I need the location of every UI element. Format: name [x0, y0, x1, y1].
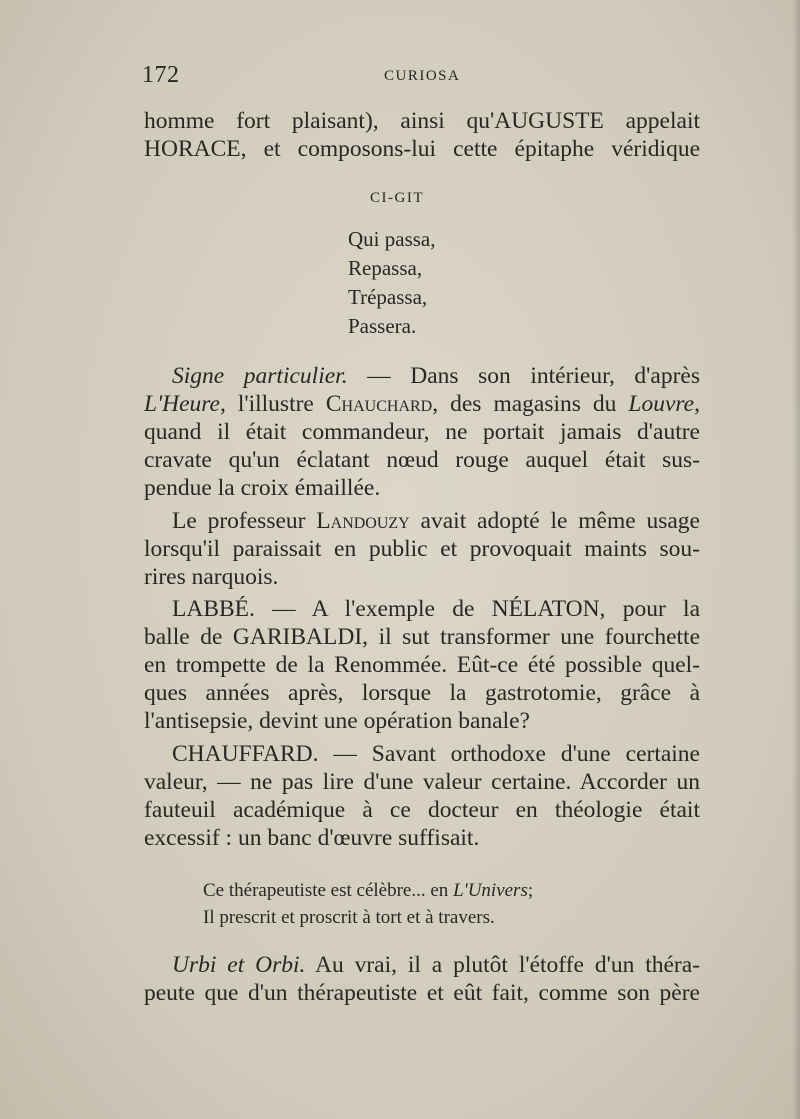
- text-line: [144, 951, 700, 979]
- text-line: LABBÉ. — A l'exemple de NÉLATON, pour la: [172, 596, 700, 622]
- chauffard-paragraph: [144, 740, 700, 852]
- text-run: — Dans son intérieur, d'après: [347, 363, 700, 389]
- text-line: rires narquois.: [144, 564, 279, 590]
- intro-paragraph: [144, 107, 700, 163]
- text-run: Le professeur: [172, 508, 317, 534]
- journal-title: L'Heure: [144, 391, 220, 417]
- signe-label: Signe particulier.: [172, 363, 348, 389]
- store-name: Louvre: [628, 391, 695, 417]
- labbe-paragraph: [144, 595, 700, 735]
- text-run: , l'illustre: [219, 391, 326, 417]
- signe-paragraph: [144, 362, 700, 502]
- urbi-paragraph: [144, 951, 700, 1007]
- text-line: ques années après, lorsque la gastrotomie, grâce à: [144, 680, 700, 706]
- verse-quote: [203, 877, 603, 931]
- verse-line: Passera.: [348, 314, 417, 338]
- text-line: peute que d'un thérapeutiste et eût fait, comme son père: [144, 980, 700, 1006]
- quote-line: [203, 877, 603, 904]
- page-number: 172: [142, 62, 180, 88]
- text-run: ;: [527, 880, 534, 901]
- text-run: Ce thérapeutiste est célèbre... en: [203, 880, 454, 901]
- quote-line: Il prescrit et proscrit à tort et à travers.: [203, 907, 495, 928]
- text-line: cravate qu'un éclatant nœud rouge auquel était sus-: [144, 447, 700, 473]
- page-spine-shadow: [792, 0, 800, 1119]
- text-run: , des magasins du: [432, 391, 629, 417]
- landouzy-paragraph: [144, 507, 700, 591]
- urbi-label: Urbi et Orbi.: [172, 952, 306, 978]
- journal-title: L'Univers: [453, 880, 528, 901]
- text-line: [144, 507, 700, 535]
- person-name: Chauchard: [325, 391, 433, 417]
- text-line: fauteuil académique à ce docteur en théologie était: [144, 797, 700, 823]
- text-line: homme fort plaisant), ainsi qu'AUGUSTE appelait: [144, 108, 700, 134]
- person-name: Landouzy: [316, 508, 410, 534]
- verse-line: Trépassa,: [348, 285, 428, 309]
- text-line: l'antisepsie, devint une opération banale?: [144, 708, 530, 734]
- text-line: quand il était commandeur, ne portait jamais d'autre: [144, 419, 700, 445]
- verse-line: Qui passa,: [348, 227, 436, 251]
- text-run: ,: [694, 391, 700, 417]
- text-line: [144, 390, 700, 418]
- text-line: balle de GARIBALDI, il sut transformer une fourchette: [144, 624, 700, 650]
- text-run: avait adopté le même usage: [409, 508, 700, 534]
- text-line: [144, 362, 700, 390]
- verse-line: Repassa,: [348, 256, 423, 280]
- running-header: [142, 62, 698, 92]
- text-line: valeur, — ne pas lire d'une valeur certaine. Accorder un: [144, 769, 700, 795]
- text-line: en trompette de la Renommée. Eût-ce été possible quel-: [144, 652, 700, 678]
- text-line: HORACE, et composons-lui cette épitaphe véridique: [144, 136, 700, 162]
- running-title: CURIOSA: [384, 68, 461, 84]
- text-run: Au vrai, il a plutôt l'étoffe d'un théra-: [305, 952, 700, 978]
- text-line: CHAUFFARD. — Savant orthodoxe d'une certaine: [172, 741, 700, 767]
- epitaph-title: CI-GIT: [370, 190, 424, 206]
- text-line: lorsqu'il paraissait en public et provoquait maints sou-: [144, 536, 700, 562]
- text-line: excessif : un banc d'œuvre suffisait.: [144, 825, 480, 851]
- epitaph-verse: [348, 225, 548, 341]
- text-line: pendue la croix émaillée.: [144, 475, 381, 501]
